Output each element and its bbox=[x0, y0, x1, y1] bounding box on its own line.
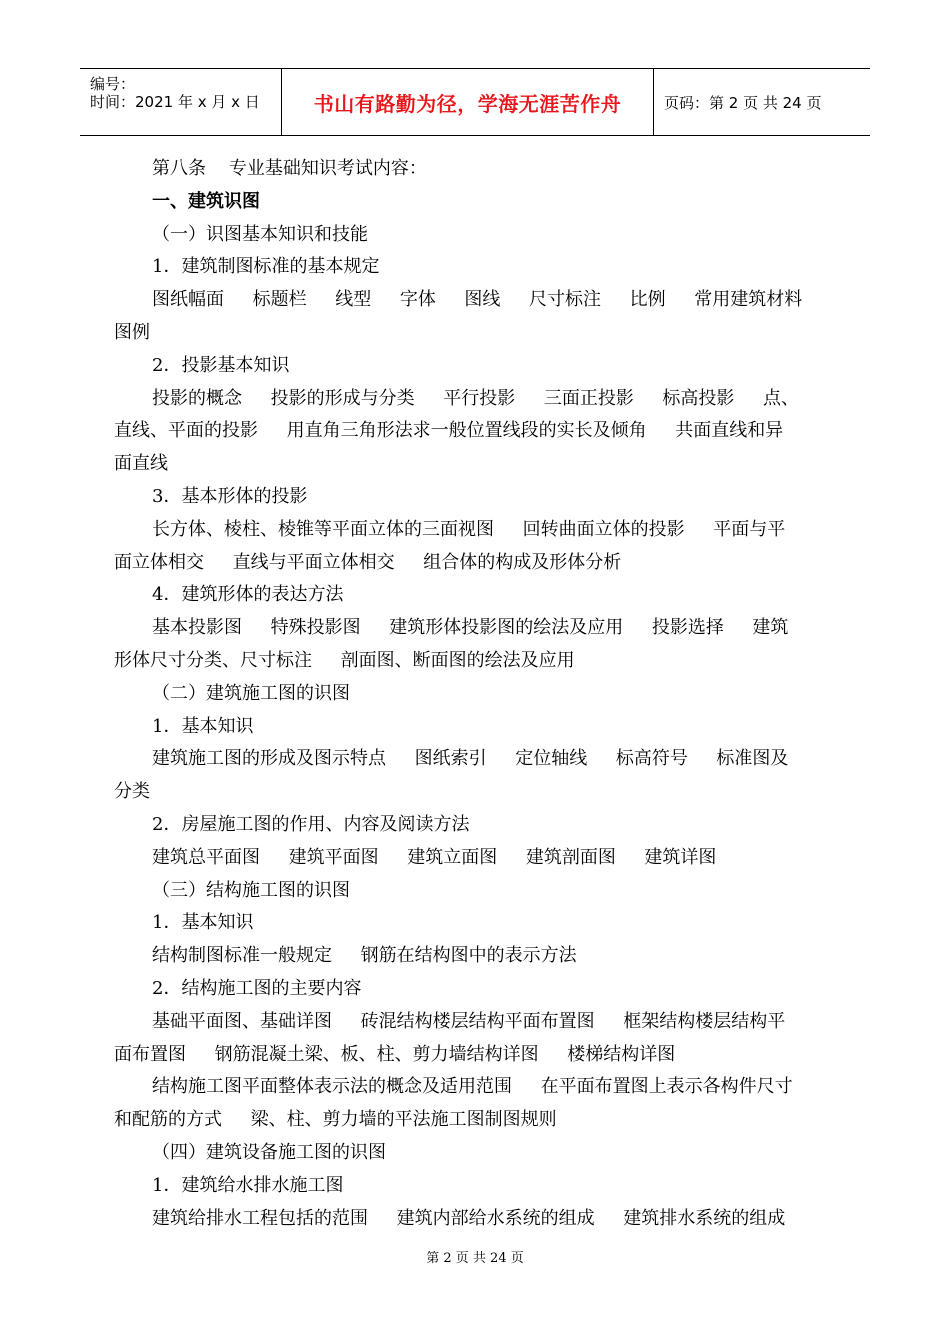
document-number-label: 编号： bbox=[90, 75, 136, 93]
text-line: 1．建筑制图标准的基本规定 bbox=[152, 256, 380, 278]
page-footer: 第 2 页 共 24 页 bbox=[426, 1251, 524, 1266]
text-line: 1．建筑给水排水施工图 bbox=[152, 1174, 344, 1196]
text-line: （三）结构施工图的识图 bbox=[152, 879, 350, 901]
text-line: 直线、平面的投影 用直角三角形法求一般位置线段的实长及倾角 共面直线和异 bbox=[114, 420, 784, 442]
text-line: 1．基本知识 bbox=[152, 912, 254, 934]
text-line: 3．基本形体的投影 bbox=[152, 485, 308, 507]
text-line: 分类 bbox=[114, 781, 150, 803]
text-line: 结构制图标准一般规定 钢筋在结构图中的表示方法 bbox=[152, 945, 577, 967]
text-line: 2．投影基本知识 bbox=[152, 354, 290, 376]
document-body bbox=[114, 153, 836, 1235]
text-line: 2．结构施工图的主要内容 bbox=[152, 977, 362, 999]
text-line: 4．建筑形体的表达方法 bbox=[152, 584, 344, 606]
document-time-label: 时间：2021 年 x 月 x 日 bbox=[90, 93, 260, 111]
text-line: 建筑施工图的形成及图示特点 图纸索引 定位轴线 标高符号 标准图及 bbox=[152, 748, 789, 770]
text-line: 面直线 bbox=[114, 453, 168, 475]
header-meta bbox=[80, 69, 282, 135]
text-line: 2．房屋施工图的作用、内容及阅读方法 bbox=[152, 813, 470, 835]
text-line: 第八条 专业基础知识考试内容： bbox=[152, 158, 427, 179]
text-line: 面布置图 钢筋混凝土梁、板、柱、剪力墙结构详图 楼梯结构详图 bbox=[114, 1043, 676, 1065]
text-line: 基础平面图、基础详图 砖混结构楼层结构平面布置图 框架结构楼层结构平 bbox=[152, 1010, 786, 1032]
text-line: 形体尺寸分类、尺寸标注 剖面图、断面图的绘法及应用 bbox=[114, 649, 575, 671]
text-line: 面立体相交 直线与平面立体相交 组合体的构成及形体分析 bbox=[114, 551, 622, 573]
header-motto: 书山有路勤为径，学海无涯苦作舟 bbox=[282, 69, 654, 135]
text-line: 建筑总平面图 建筑平面图 建筑立面图 建筑剖面图 建筑详图 bbox=[152, 846, 717, 868]
text-line: 一、建筑识图 bbox=[152, 190, 260, 212]
text-line: 基本投影图 特殊投影图 建筑形体投影图的绘法及应用 投影选择 建筑 bbox=[152, 617, 789, 639]
text-line: （一）识图基本知识和技能 bbox=[152, 223, 368, 245]
text-line: （二）建筑施工图的识图 bbox=[152, 682, 350, 704]
text-line: 1．基本知识 bbox=[152, 715, 254, 737]
page-header bbox=[80, 68, 870, 136]
text-line: 图纸幅面 标题栏 线型 字体 图线 尺寸标注 比例 常用建筑材料 bbox=[152, 289, 803, 311]
text-line: 长方体、棱柱、棱锥等平面立体的三面视图 回转曲面立体的投影 平面与平 bbox=[152, 518, 786, 540]
text-line: 建筑给排水工程包括的范围 建筑内部给水系统的组成 建筑排水系统的组成 bbox=[152, 1207, 786, 1229]
text-line: 结构施工图平面整体表示法的概念及适用范围 在平面布置图上表示各构件尺寸 bbox=[152, 1076, 793, 1098]
text-line: 和配筋的方式 梁、柱、剪力墙的平法施工图制图规则 bbox=[114, 1109, 557, 1131]
header-page-info: 页码：第 2 页 共 24 页 bbox=[664, 93, 822, 112]
text-line: （四）建筑设备施工图的识图 bbox=[152, 1141, 386, 1163]
text-line: 图例 bbox=[114, 321, 150, 343]
text-line: 投影的概念 投影的形成与分类 平行投影 三面正投影 标高投影 点、 bbox=[152, 387, 800, 409]
